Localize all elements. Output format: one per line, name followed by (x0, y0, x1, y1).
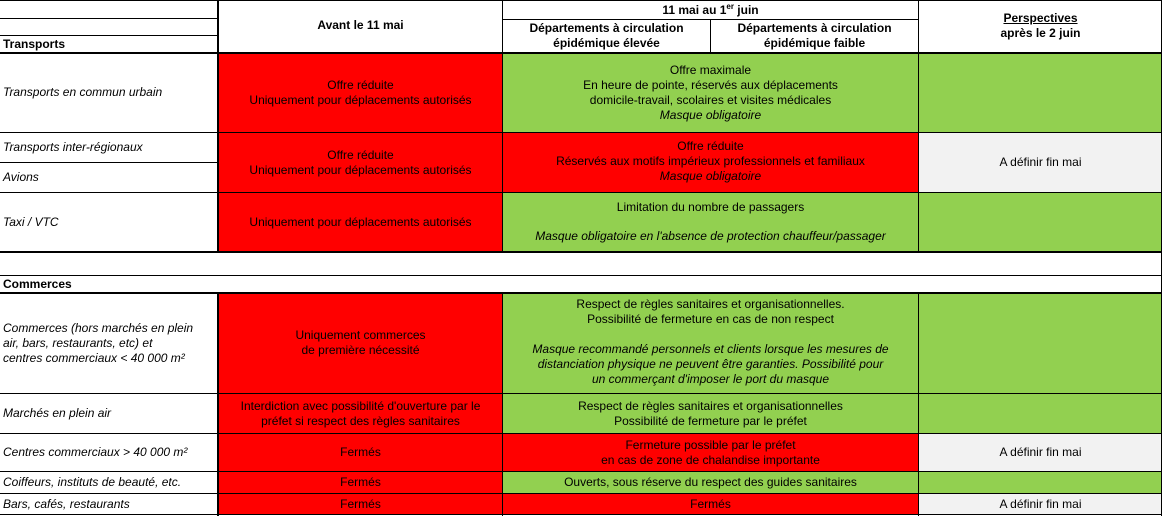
label-marches: Marchés en plein air (3, 406, 112, 420)
cell-commerces-during (503, 293, 918, 393)
rule (0, 192, 1162, 193)
header-period-label (662, 3, 758, 18)
commerces-during-line1: Respect de règles sanitaires et organisationnelles. (576, 297, 845, 311)
taxi-during-line1: Limitation du nombre de passagers (616, 200, 805, 214)
rule (502, 0, 503, 252)
header-high-line2: épidémique élevée (553, 36, 660, 50)
row-label-coiffeurs (0, 472, 218, 493)
header-low-circulation (711, 20, 918, 52)
inter-before-line2: Uniquement pour déplacements autorisés (249, 162, 472, 177)
commerces-label-line1: Commerces (hors marchés en plein (3, 320, 194, 335)
commerces-label-line3: centres commerciaux < 40 000 m² (3, 350, 185, 365)
row-label-bars (0, 494, 218, 514)
inter-perspective: A définir fin mai (999, 155, 1082, 169)
marches-before-line1: Interdiction avec possibilité d'ouverture par le (240, 398, 481, 413)
rule (918, 0, 919, 252)
centres-during-line1: Fermeture possible par le préfet (625, 437, 796, 452)
cell-centres-before (219, 434, 502, 471)
cell-urbain-during (503, 53, 918, 132)
coiffeurs-before: Fermés (340, 475, 381, 489)
coiffeurs-during: Ouverts, sous réserve du respect des guides sanitaires (564, 475, 857, 489)
row-label-avions (0, 163, 218, 192)
commerces-before-line1: Uniquement commerces (295, 328, 426, 342)
rule (0, 52, 1162, 54)
section-title-commerces: Commerces (3, 276, 72, 291)
commerces-during-line4: distanciation physique ne peuvent être garanties. Possibilité pour (537, 357, 884, 371)
rule (918, 292, 919, 516)
taxi-before: Uniquement pour déplacements autorisés (249, 214, 472, 229)
row-label-centres-commerciaux (0, 434, 218, 471)
section-title-transports: Transports (3, 36, 66, 51)
period-suffix: juin (733, 2, 759, 17)
urbain-during-line1: Offre maximale (669, 62, 752, 77)
header-low-line2: épidémique faible (763, 36, 866, 50)
inter-during-line3: Masque obligatoire (659, 169, 762, 183)
centres-during-line2: en cas de zone de chalandise importante (601, 452, 820, 467)
period-prefix: 11 mai au 1 (662, 2, 727, 17)
label-coiffeurs: Coiffeurs, instituts de beauté, etc. (3, 475, 182, 489)
header-period (503, 1, 918, 19)
urbain-during-line3: domicile-travail, scolaires et visites médicales (589, 92, 832, 107)
cell-taxi-before (219, 193, 502, 251)
cell-urbain-before (219, 53, 502, 132)
centres-before: Fermés (340, 445, 381, 459)
rule (710, 19, 711, 52)
cell-taxi-during (503, 193, 918, 251)
label-transports-inter: Transports inter-régionaux (3, 140, 143, 154)
rule (0, 393, 1162, 394)
commerces-during-line5: un commerçant d'imposer le port du masque (591, 372, 830, 386)
row-label-transports-inter-regionaux (0, 133, 218, 162)
marches-during-line1: Respect de règles sanitaires et organisationnelles (578, 398, 843, 413)
rule (0, 514, 1162, 515)
cell-bars-during (503, 494, 918, 514)
cell-inter-before (219, 133, 502, 192)
rule (502, 292, 503, 516)
header-low-line1: Départements à circulation (737, 21, 892, 35)
row-label-commerces (0, 293, 218, 393)
centres-perspective: A définir fin mai (999, 445, 1082, 459)
commerces-label-line2: air, bars, restaurants, etc) et (3, 335, 153, 350)
label-transports-urbain: Transports en commun urbain (3, 85, 163, 99)
header-high-line1: Départements à circulation (529, 21, 684, 35)
bars-during: Fermés (690, 496, 731, 511)
inter-before-line1: Offre réduite (327, 147, 394, 162)
row-label-taxi-vtc (0, 193, 218, 251)
rule (217, 292, 219, 516)
row-label-transports-urbain (0, 53, 218, 132)
urbain-before-line1: Offre réduite (327, 77, 394, 92)
cell-centres-perspective (919, 434, 1162, 471)
urbain-before-line2: Uniquement pour déplacements autorisés (249, 92, 472, 107)
marches-before-line2: préfet si respect des règles sanitaires (261, 413, 460, 428)
period-sup: er (726, 1, 734, 11)
cell-coiffeurs-before (219, 472, 502, 493)
label-bars: Bars, cafés, restaurants (3, 496, 130, 511)
rule (0, 162, 218, 163)
cell-marches-during (503, 394, 918, 433)
cell-marches-before (219, 394, 502, 433)
header-before (219, 14, 502, 36)
commerces-during-line3: Masque recommandé personnels et clients lorsque les mesures de (532, 342, 889, 356)
header-persp-line1: Perspectives (1003, 11, 1078, 25)
header-before-label: Avant le 11 mai (317, 17, 404, 32)
rule (0, 292, 1162, 294)
commerces-during-line2: Possibilité de fermeture en cas de non respect (587, 312, 834, 326)
cell-commerces-before (219, 293, 502, 393)
bars-perspective: A définir fin mai (999, 496, 1082, 511)
inter-during-line1: Offre réduite (677, 139, 744, 153)
rule (0, 493, 1162, 494)
cell-marches-perspective (919, 394, 1162, 433)
cell-coiffeurs-perspective (919, 472, 1162, 493)
marches-during-line2: Possibilité de fermeture par le préfet (614, 413, 807, 428)
row-label-marches (0, 394, 218, 433)
cell-inter-perspective (919, 133, 1162, 192)
cell-inter-during (503, 133, 918, 192)
rule (217, 0, 219, 252)
label-avions: Avions (3, 170, 39, 184)
cell-bars-before (219, 494, 502, 514)
inter-during-line2: Réservés aux motifs impérieux professionnels et familiaux (556, 154, 865, 168)
rule (0, 251, 1162, 253)
cell-urbain-perspective (919, 53, 1162, 132)
rule (0, 471, 1162, 472)
rule (0, 35, 218, 36)
header-perspectives (919, 8, 1162, 44)
cell-bars-perspective (919, 494, 1162, 514)
rule (0, 433, 1162, 434)
rule (0, 132, 1162, 133)
bars-before: Fermés (340, 496, 381, 511)
rule (0, 275, 1162, 276)
section-header-commerces (0, 276, 1162, 292)
cell-coiffeurs-during (503, 472, 918, 493)
header-high-circulation (503, 20, 710, 52)
rule (0, 18, 218, 19)
cell-taxi-perspective (919, 193, 1162, 251)
header-persp-line2: après le 2 juin (1000, 26, 1081, 40)
label-taxi: Taxi / VTC (3, 214, 59, 229)
cell-centres-during (503, 434, 918, 471)
urbain-during-line4: Masque obligatoire (659, 107, 762, 122)
commerces-before-line2: de première nécessité (301, 343, 420, 357)
cell-commerces-perspective (919, 293, 1162, 393)
rule (0, 0, 1162, 1)
taxi-during-line2: Masque obligatoire en l'absence de protection chauffeur/passager (535, 229, 886, 243)
label-centres: Centres commerciaux > 40 000 m² (3, 445, 188, 459)
urbain-during-line2: En heure de pointe, réservés aux déplacements (583, 77, 838, 92)
section-header-transports (0, 36, 218, 52)
